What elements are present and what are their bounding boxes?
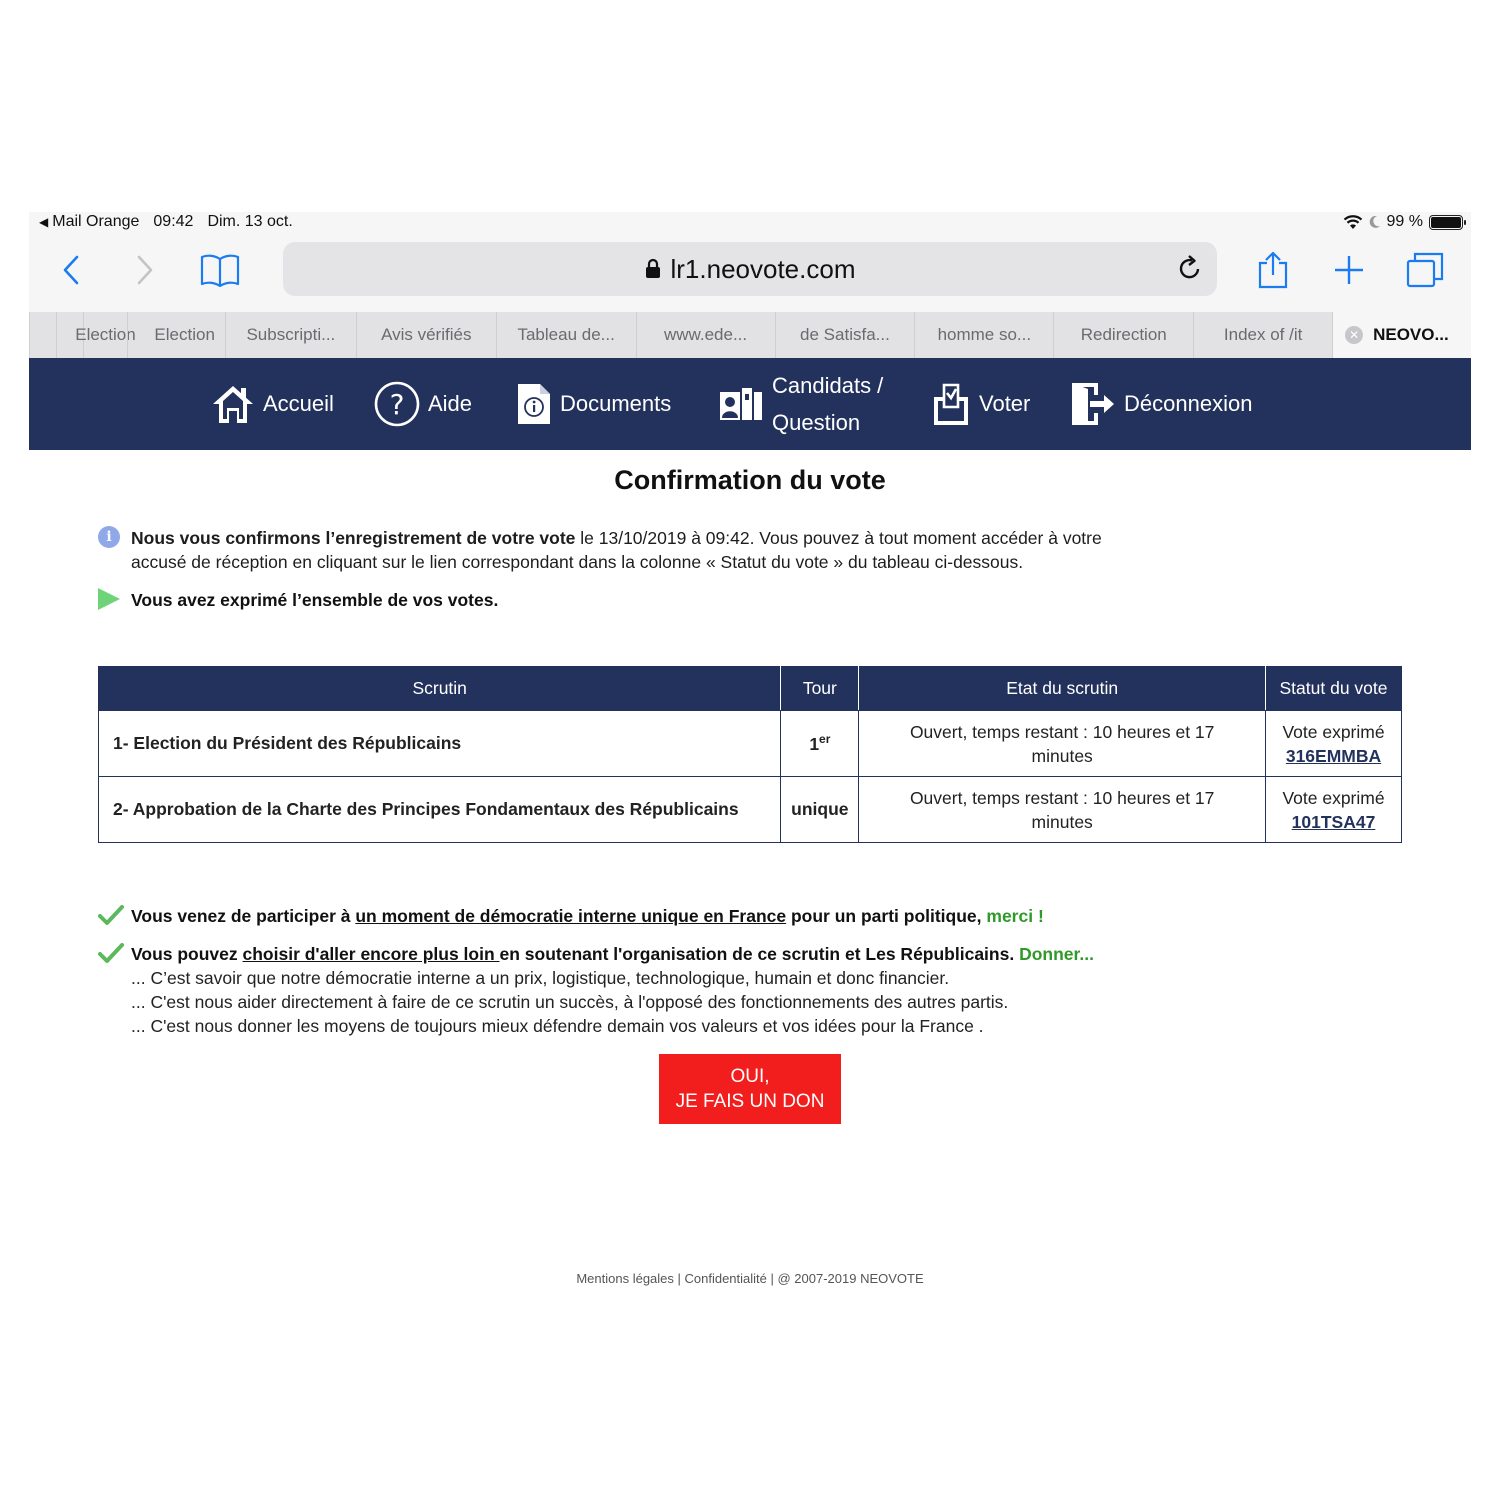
- back-button[interactable]: [51, 250, 91, 290]
- tab-label: homme so...: [937, 325, 1032, 344]
- status-time: 09:42: [153, 213, 194, 230]
- support-message: Vous pouvez choisir d'aller encore plus loin en soutenant l'organisation de ce scrutin et Les Républicains. Donner...: [98, 942, 1094, 966]
- document-info-icon: [516, 382, 552, 426]
- footer: Mentions légales | Confidentialité | @ 2007-2019 NEOVOTE: [576, 1271, 924, 1286]
- receipt-link[interactable]: 101TSA47: [1291, 811, 1376, 832]
- donate-button[interactable]: [659, 1054, 841, 1124]
- tab-label: www.ede...: [663, 325, 748, 344]
- checkmark-icon: [98, 904, 124, 926]
- all-votes-text: Vous avez exprimé l’ensemble de vos votes.: [131, 590, 499, 610]
- help-icon: [374, 381, 420, 427]
- browser-tab[interactable]: [636, 312, 775, 358]
- browser-tab[interactable]: [914, 312, 1053, 358]
- svg-text:?: ?: [389, 388, 405, 421]
- forward-button[interactable]: [125, 250, 165, 290]
- nav-aide[interactable]: [374, 358, 472, 450]
- new-tab-button[interactable]: [1329, 250, 1369, 290]
- cell-statut: [1266, 777, 1402, 843]
- arrow-right-icon: [98, 588, 120, 610]
- tabs-overview-button[interactable]: [1405, 250, 1445, 290]
- chevron-right-icon: [135, 254, 155, 286]
- chevron-left-icon: [61, 254, 81, 286]
- cell-statut: [1266, 711, 1402, 777]
- reload-button[interactable]: [1177, 254, 1203, 289]
- logout-icon: [1070, 381, 1116, 427]
- browser-tab[interactable]: [225, 312, 356, 358]
- moon-icon: [1369, 215, 1381, 229]
- all-votes-message: [98, 590, 498, 611]
- tour-superscript: er: [819, 732, 831, 747]
- nav-label: [772, 367, 883, 441]
- tab-label: Election: [154, 325, 215, 344]
- donate-link[interactable]: Donner...: [1019, 944, 1094, 964]
- democracy-link[interactable]: un moment de démocratie interne unique en France: [355, 906, 787, 926]
- go-further-link[interactable]: choisir d'aller encore plus loin: [242, 944, 500, 964]
- reason-line: ... C’est savoir que notre démocratie interne a un prix, logistique, technologique, humain et donc financier.: [131, 968, 950, 988]
- browser-tab[interactable]: [496, 312, 636, 358]
- cell-tour: unique: [781, 777, 859, 843]
- browser-tab-active[interactable]: [1332, 312, 1471, 358]
- url-text: lr1.neovote.com: [670, 253, 856, 284]
- browser-tab[interactable]: [356, 312, 496, 358]
- participation-message: Vous venez de participer à un moment de démocratie interne unique en France pour un parti politique, merci !: [98, 904, 1044, 928]
- vote-status-label: Vote exprimé: [1282, 721, 1385, 742]
- confirmation-text: le 13/10/2019 à 09:42. Vous pouvez à tout moment accéder à votre accusé de réception en cliquant sur le lien correspondant dans la colonne « Statut du vote » du tableau ci-dessous.: [131, 528, 1102, 572]
- reason-line: ... C'est nous aider directement à faire de ce scrutin un succès, à l'opposé des fonctionnements des autres partis.: [131, 992, 1009, 1012]
- header-etat: Etat du scrutin: [859, 667, 1266, 711]
- share-button[interactable]: [1253, 250, 1293, 290]
- nav-label-line1: Candidats /: [772, 373, 884, 398]
- nav-label: Aide: [428, 391, 473, 416]
- support-reasons: [131, 966, 1008, 1038]
- reason-line: ... C'est nous donner les moyens de toujours mieux défendre demain vos valeurs et vos idées pour la France .: [131, 1016, 984, 1036]
- tab-label: NEOVO...: [1373, 325, 1449, 344]
- nav-deconnexion[interactable]: [1070, 358, 1252, 450]
- header-tour: Tour: [781, 667, 859, 711]
- tab-label: de Satisfa...: [800, 325, 890, 344]
- site-navigation: [29, 358, 1471, 450]
- nav-label: Accueil: [263, 391, 334, 416]
- ballot-box-icon: [931, 381, 971, 427]
- browser-toolbar: [29, 234, 1471, 312]
- cell-scrutin: 2- Approbation de la Charte des Principes Fondamentaux des Républicains: [99, 777, 781, 843]
- tab-label: Tableau de...: [517, 325, 615, 344]
- home-icon: [211, 383, 255, 425]
- share-icon: [1257, 251, 1289, 289]
- nav-voter[interactable]: [931, 358, 1030, 450]
- plus-icon: [1333, 254, 1365, 286]
- receipt-link[interactable]: 316EMMBA: [1285, 745, 1382, 766]
- checkmark-icon: [98, 942, 124, 964]
- browser-tab[interactable]: Election: [83, 312, 127, 358]
- wifi-icon: [1343, 214, 1363, 230]
- tab-label: Index of /it: [1223, 325, 1303, 344]
- tab-label: Avis vérifiés: [381, 325, 472, 344]
- reload-icon: [1177, 254, 1203, 282]
- browser-tab[interactable]: [29, 312, 56, 358]
- back-to-app-icon[interactable]: ◀: [39, 215, 49, 229]
- browser-tab[interactable]: [1053, 312, 1193, 358]
- bookmarks-button[interactable]: [199, 250, 241, 290]
- table-row: [99, 711, 1402, 777]
- cell-tour: 1er: [781, 711, 859, 777]
- tabs-icon: [1406, 252, 1444, 288]
- donate-button-line1: OUI,: [730, 1066, 770, 1087]
- back-to-app-label[interactable]: Mail Orange: [52, 213, 140, 230]
- tab-label: Redirection: [1080, 325, 1167, 344]
- address-bar[interactable]: [283, 242, 1217, 296]
- header-scrutin: Scrutin: [99, 667, 781, 711]
- status-date: Dim. 13 oct.: [207, 213, 293, 230]
- nav-label: Déconnexion: [1124, 391, 1253, 416]
- battery-percent: 99 %: [1386, 213, 1423, 230]
- candidates-icon: [718, 384, 764, 424]
- cell-scrutin: 1- Election du Président des Républicains: [99, 711, 781, 777]
- browser-tab[interactable]: [775, 312, 915, 358]
- nav-label-line2: Question: [772, 410, 861, 435]
- thanks-text: merci !: [986, 906, 1044, 926]
- table-row: [99, 777, 1402, 843]
- nav-documents[interactable]: [516, 358, 671, 450]
- browser-tabs: [29, 312, 1471, 358]
- votes-table: [98, 666, 1402, 843]
- header-statut: Statut du vote: [1266, 667, 1402, 711]
- tab-close-icon[interactable]: ✕: [1345, 326, 1363, 344]
- confirmation-bold: Nous vous confirmons l’enregistrement de votre vote: [131, 528, 576, 548]
- nav-candidats[interactable]: [718, 358, 883, 450]
- vote-status-label: Vote exprimé: [1282, 787, 1385, 808]
- browser-tab[interactable]: [127, 312, 225, 358]
- book-icon: [200, 253, 240, 287]
- info-icon: i: [98, 526, 120, 548]
- tab-label: Subscripti...: [246, 325, 336, 344]
- table-header-row: [99, 667, 1402, 711]
- cell-etat: Ouvert, temps restant : 10 heures et 17 minutes: [859, 777, 1266, 843]
- browser-tab[interactable]: [1193, 312, 1332, 358]
- nav-label: Documents: [560, 391, 672, 416]
- donate-button-line2: JE FAIS UN DON: [675, 1091, 825, 1112]
- confirmation-message: [98, 526, 1158, 574]
- battery-icon: [1429, 215, 1463, 230]
- page-title: Confirmation du vote: [614, 465, 886, 495]
- lock-icon: [645, 259, 661, 279]
- nav-label: Voter: [979, 391, 1031, 416]
- cell-etat: Ouvert, temps restant : 10 heures et 17 minutes: [859, 711, 1266, 777]
- nav-accueil[interactable]: [211, 358, 334, 450]
- ios-status-bar: [29, 212, 1471, 234]
